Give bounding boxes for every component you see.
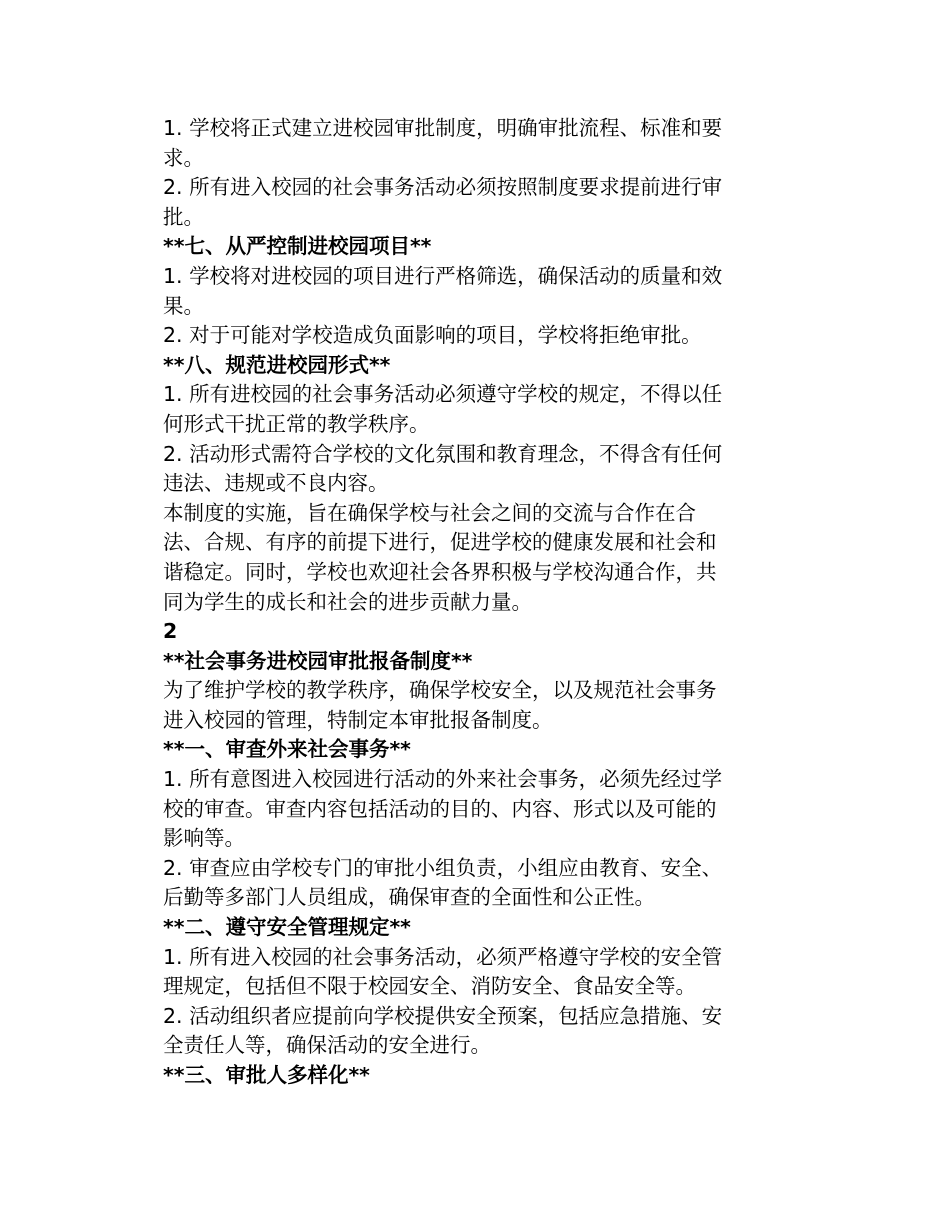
text-line: 同为学生的成长和社会的进步贡献力量。 <box>163 589 532 614</box>
document-page <box>163 114 773 1091</box>
text-line: 影响等。 <box>163 826 245 851</box>
text-line: 1. 学校将正式建立进校园审批制度，明确审批流程、标准和要 <box>163 116 723 140</box>
text-line: 为了维护学校的教学秩序，确保学校安全，以及规范社会事务 <box>163 678 717 703</box>
text-line: 2. 审查应由学校专门的审批小组负责，小组应由教育、安全、 <box>163 855 723 880</box>
text-line: 批。 <box>163 204 204 229</box>
text-line: 1. 所有进入校园的社会事务活动，必须严格遵守学校的安全管 <box>163 944 723 969</box>
text-line: 进入校园的管理，特制定本审批报备制度。 <box>163 707 553 732</box>
section-heading: **三、审批人多样化** <box>163 1063 370 1087</box>
text-line: 全责任人等，确保活动的安全进行。 <box>163 1033 491 1058</box>
text-line: 校的审查。审查内容包括活动的目的、内容、形式以及可能的 <box>163 796 717 821</box>
text-line: 法、合规、有序的前提下进行，促进学校的健康发展和社会和 <box>163 530 717 555</box>
text-line: 后勤等多部门人员组成，确保审查的全面性和公正性。 <box>163 885 655 910</box>
text-line: 违法、违规或不良内容。 <box>163 471 389 496</box>
text-line: 理规定，包括但不限于校园安全、消防安全、食品安全等。 <box>163 974 696 999</box>
section-heading: **八、规范进校园形式** <box>163 352 391 377</box>
text-line: 果。 <box>163 293 204 318</box>
text-line: 本制度的实施，旨在确保学校与社会之间的交流与合作在合 <box>163 500 696 525</box>
text-line: 谐稳定。同时，学校也欢迎社会各界积极与学校沟通合作，共 <box>163 559 717 584</box>
text-line: 2. 活动组织者应提前向学校提供安全预案，包括应急措施、安 <box>163 1003 723 1028</box>
text-line: 求。 <box>163 145 204 170</box>
section-heading: **一、审查外来社会事务** <box>163 737 411 762</box>
page-number: 2 <box>163 619 178 644</box>
text-line: 1. 所有意图进入校园进行活动的外来社会事务，必须先经过学 <box>163 767 723 792</box>
section-heading: **七、从严控制进校园项目** <box>163 234 432 259</box>
text-line: 2. 活动形式需符合学校的文化氛围和教育理念，不得含有任何 <box>163 441 723 466</box>
document-title: **社会事务进校园审批报备制度** <box>163 648 473 673</box>
section-heading: **二、遵守安全管理规定** <box>163 915 411 940</box>
text-line: 1. 所有进校园的社会事务活动必须遵守学校的规定，不得以任 <box>163 382 723 407</box>
text-line: 2. 对于可能对学校造成负面影响的项目，学校将拒绝审批。 <box>163 323 702 348</box>
text-line: 何形式干扰正常的教学秩序。 <box>163 411 430 436</box>
text-line: 2. 所有进入校园的社会事务活动必须按照制度要求提前进行审 <box>163 175 723 200</box>
text-line: 1. 学校将对进校园的项目进行严格筛选，确保活动的质量和效 <box>163 263 723 288</box>
